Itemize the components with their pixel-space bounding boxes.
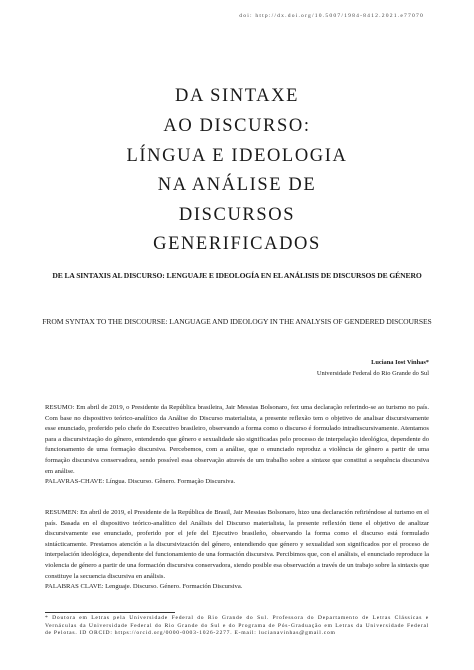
author-block xyxy=(169,357,429,379)
spanish-title: DE LA SINTAXIS AL DISCURSO: LENGUAJE E IDEOLOGÍA EN EL ANÁLISIS DE DISCURSOS DE GÉNERO xyxy=(52,271,422,280)
abstract-portuguese xyxy=(45,403,429,488)
title-line: DA SINTAXE xyxy=(175,86,299,107)
english-title: FROM SYNTAX TO THE DISCOURSE: LANGUAGE AND IDEOLOGY IN THE ANALYSIS OF GENDERED DISCOURSES xyxy=(42,317,432,326)
abstract-text: RESUMEN: En abril de 2019, el Presidente de la República de Brasil, Jair Messias Bolsonaro, hizo una declaración refiriéndose al turismo en el país. Basada en el dispositivo teórico-analítico del Análisis del Discurso materialista, la presente reflexión tiene el objetivo de analizar discursivamente ese enunciado, proferido por el jefe del Ejecutivo brasileño, observando la forma como el discurso está formulado sintácticamente. Prestamos atención a la discursivización del género, entendiendo que género y sexualidad son significados por el proceso de interpelación ideológica, dependiente del funcionamiento de una formación discursiva. Percibimos que, con el análisis, el enunciado reproduce la violencia de género a partir de una formación discursiva conservadora, siendo posible esa observación a través de un trabajo sobre la sintaxis que constituye la secuencia discursiva en análisis. xyxy=(45,509,429,580)
title-line: LÍNGUA E IDEOLOGIA xyxy=(126,145,348,166)
author-name: Luciana Iost Vinhas* xyxy=(371,359,429,366)
keywords: PALAVRAS-CHAVE: Língua. Discurso. Gênero. Formação Discursiva. xyxy=(45,478,236,486)
title-line: GENERIFICADOS xyxy=(153,234,321,255)
title-line: NA ANÁLISE DE xyxy=(157,175,317,196)
title-line: DISCURSOS xyxy=(178,204,296,225)
abstract-spanish xyxy=(45,508,429,593)
footnote: * Doutora em Letras pela Universidade Federal do Rio Grande do Sul. Professora do Departamento de Letras Clássicas e Vernáculas da Universidade Federal do Rio Grande do Sul e do Programa de Pós-Graduação em Letras da Universidade Federal de Pelotas. ID ORCID: https://orcid.org/0000-0003-1026-2277. E-mail: lucianavinhas@gmail.com xyxy=(45,615,429,637)
doi-header: doi: http://dx.doi.org/10.5007/1984-8412.2021.e77070 xyxy=(239,13,424,19)
abstract-text: RESUMO: Em abril de 2019, o Presidente da República brasileira, Jair Messias Bolsonaro, fez uma declaração referindo-se ao turismo no país. Com base no dispositivo teórico-analítico da Análise do Discurso materialista, a presente reflexão tem o objetivo de analisar discursivamente esse enunciado, proferido pelo chefe do Executivo brasileiro, observando a forma como o discurso é formulado intradiscursivamente. Atentamos para a discursivização do gênero, entendendo que gênero e sexualidade são significadas pelo processo de interpelação ideológica, dependente do funcionamento de uma formação discursiva. Percebemos, com a análise, que o enunciado reproduz a violência de gênero a partir de uma formação discursiva conservadora, sendo possível essa observação através de um trabalho sobre a sintaxe que constitui a sequência discursiva em análise. xyxy=(45,404,429,475)
article-title xyxy=(0,82,474,260)
footnote-divider xyxy=(45,612,175,613)
author-affiliation: Universidade Federal do Rio Grande do Sul xyxy=(316,370,429,378)
keywords: PALABRAS CLAVE: Lenguaje. Discurso. Género. Formación Discursiva. xyxy=(45,583,243,591)
title-line: AO DISCURSO: xyxy=(163,115,311,136)
